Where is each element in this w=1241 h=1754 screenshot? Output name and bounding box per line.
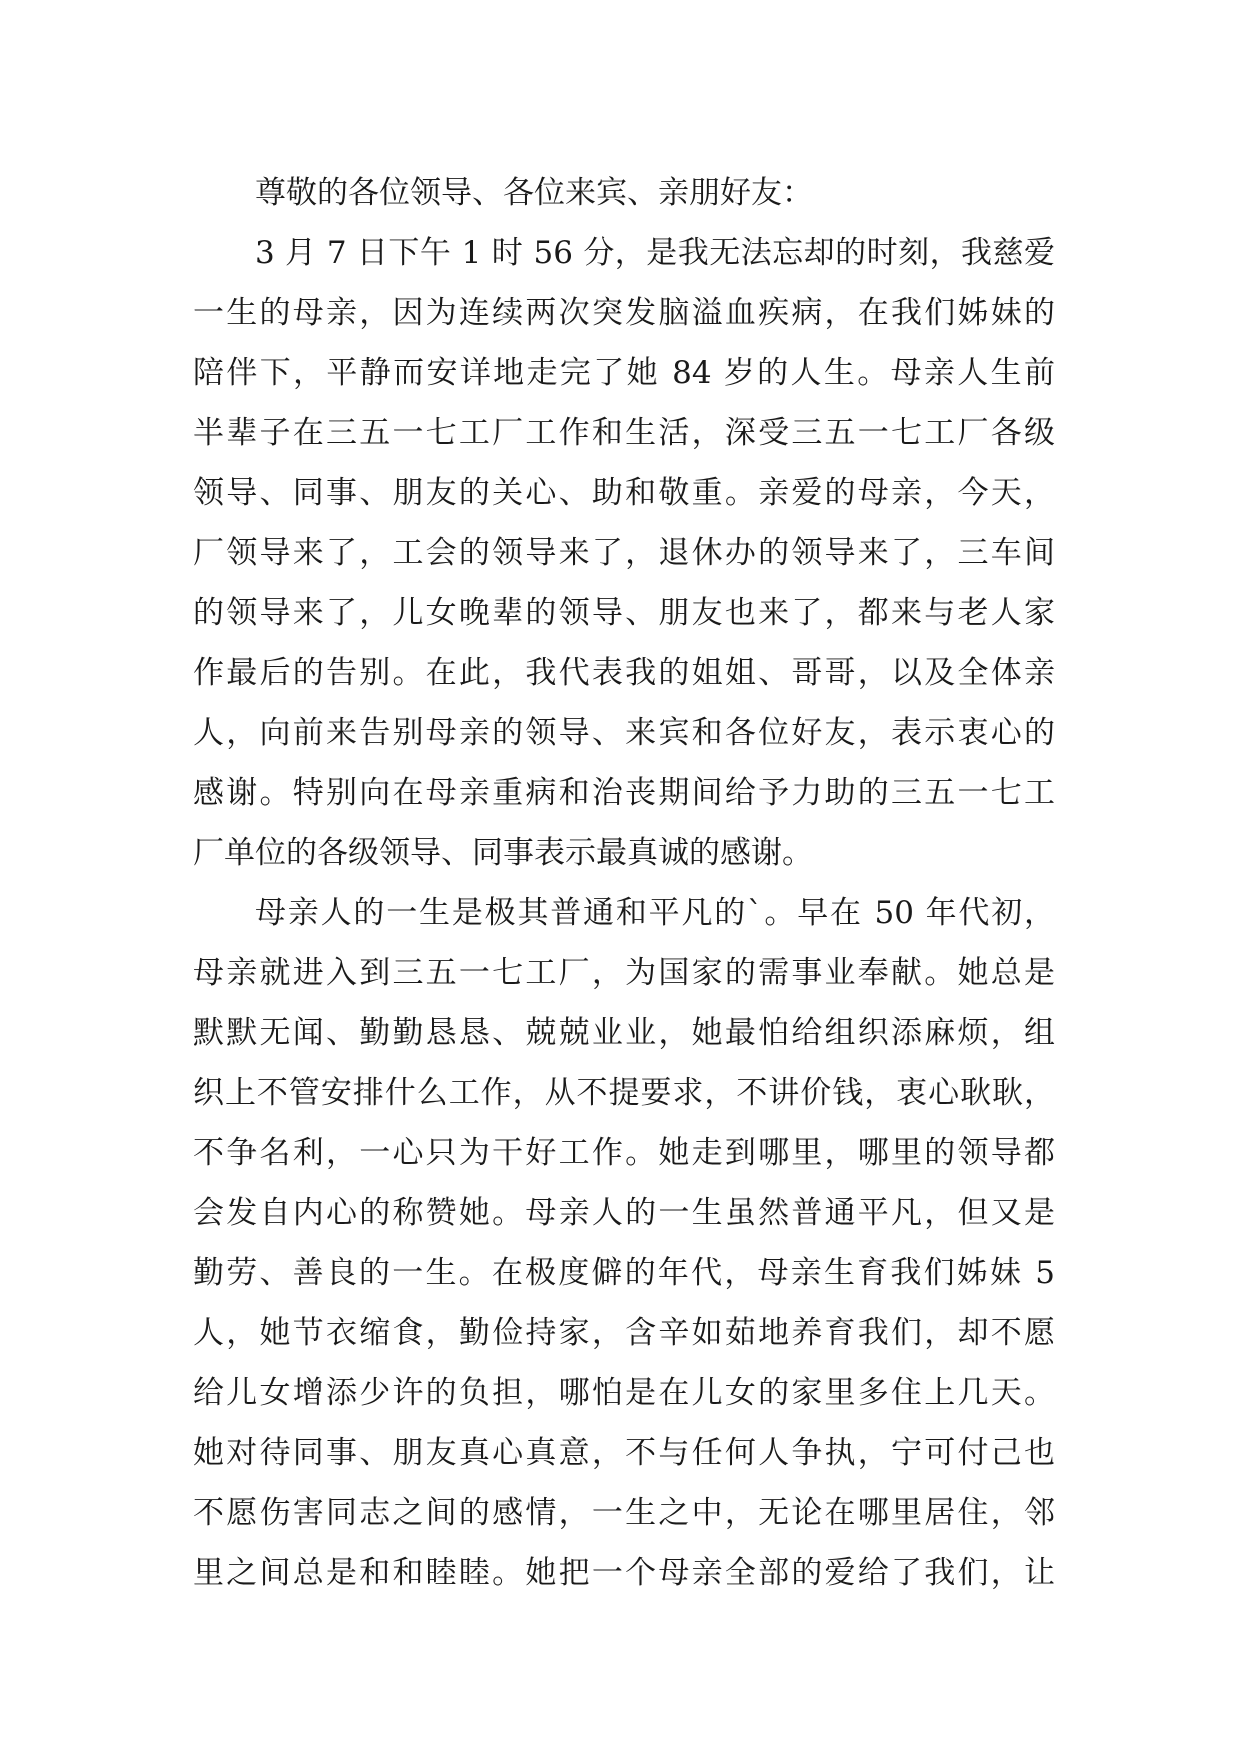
paragraph-line: 一生的母亲，因为连续两次突发脑溢血疾病，在我们姊妹的 [193, 295, 1055, 331]
paragraph-line: 的领导来了，儿女晚辈的领导、朋友也来了，都来与老人家 [193, 595, 1055, 631]
paragraph-line: 母亲就进入到三五一七工厂，为国家的需事业奉献。她总是 [193, 955, 1055, 991]
paragraph-line: 里之间总是和和睦睦。她把一个母亲全部的爱给了我们，让 [193, 1555, 1055, 1591]
paragraph-line: 她对待同事、朋友真心真意，不与任何人争执，宁可付己也 [193, 1435, 1055, 1471]
paragraph-line: 不愿伤害同志之间的感情，一生之中，无论在哪里居住，邻 [193, 1495, 1055, 1531]
paragraph-line: 陪伴下，平静而安详地走完了她 84 岁的人生。母亲人生前 [193, 355, 1055, 391]
paragraph-line: 感谢。特别向在母亲重病和治丧期间给予力助的三五一七工 [193, 775, 1055, 811]
paragraph-line: 会发自内心的称赞她。母亲人的一生虽然普通平凡，但又是 [193, 1195, 1055, 1231]
paragraph-line: 人，向前来告别母亲的领导、来宾和各位好友，表示衷心的 [193, 715, 1055, 751]
paragraph-line: 3 月 7 日下午 1 时 56 分，是我无法忘却的时刻，我慈爱 [255, 235, 1055, 271]
paragraph-line: 默默无闻、勤勤恳恳、兢兢业业，她最怕给组织添麻烦，组 [193, 1015, 1055, 1051]
paragraph-line: 织上不管安排什么工作，从不提要求，不讲价钱，衷心耿耿， [193, 1075, 1055, 1111]
paragraph-line: 厂领导来了，工会的领导来了，退休办的领导来了，三车间 [193, 535, 1055, 571]
paragraph-line: 给儿女增添少许的负担，哪怕是在儿女的家里多住上几天。 [193, 1375, 1055, 1411]
document-body [193, 163, 1055, 1603]
paragraph-line: 半辈子在三五一七工厂工作和生活，深受三五一七工厂各级 [193, 415, 1055, 451]
paragraph-line: 厂单位的各级领导、同事表示最真诚的感谢。 [193, 835, 813, 871]
paragraph-line: 人，她节衣缩食，勤俭持家，含辛如茹地养育我们，却不愿 [193, 1315, 1055, 1351]
paragraph-line: 作最后的告别。在此，我代表我的姐姐、哥哥，以及全体亲 [193, 655, 1055, 691]
salutation-paragraph [193, 163, 1055, 223]
paragraph-line: 母亲人的一生是极其普通和平凡的`。早在 50 年代初， [255, 895, 1055, 931]
salutation: 尊敬的各位领导、各位来宾、亲朋好友： [255, 175, 813, 211]
paragraph-1 [193, 223, 1055, 883]
paragraph-2 [193, 883, 1055, 1603]
paragraph-line: 不争名利，一心只为干好工作。她走到哪里，哪里的领导都 [193, 1135, 1055, 1171]
paragraph-line: 领导、同事、朋友的关心、助和敬重。亲爱的母亲，今天， [193, 475, 1055, 511]
paragraph-line: 勤劳、善良的一生。在极度僻的年代，母亲生育我们姊妹 5 [193, 1255, 1055, 1291]
